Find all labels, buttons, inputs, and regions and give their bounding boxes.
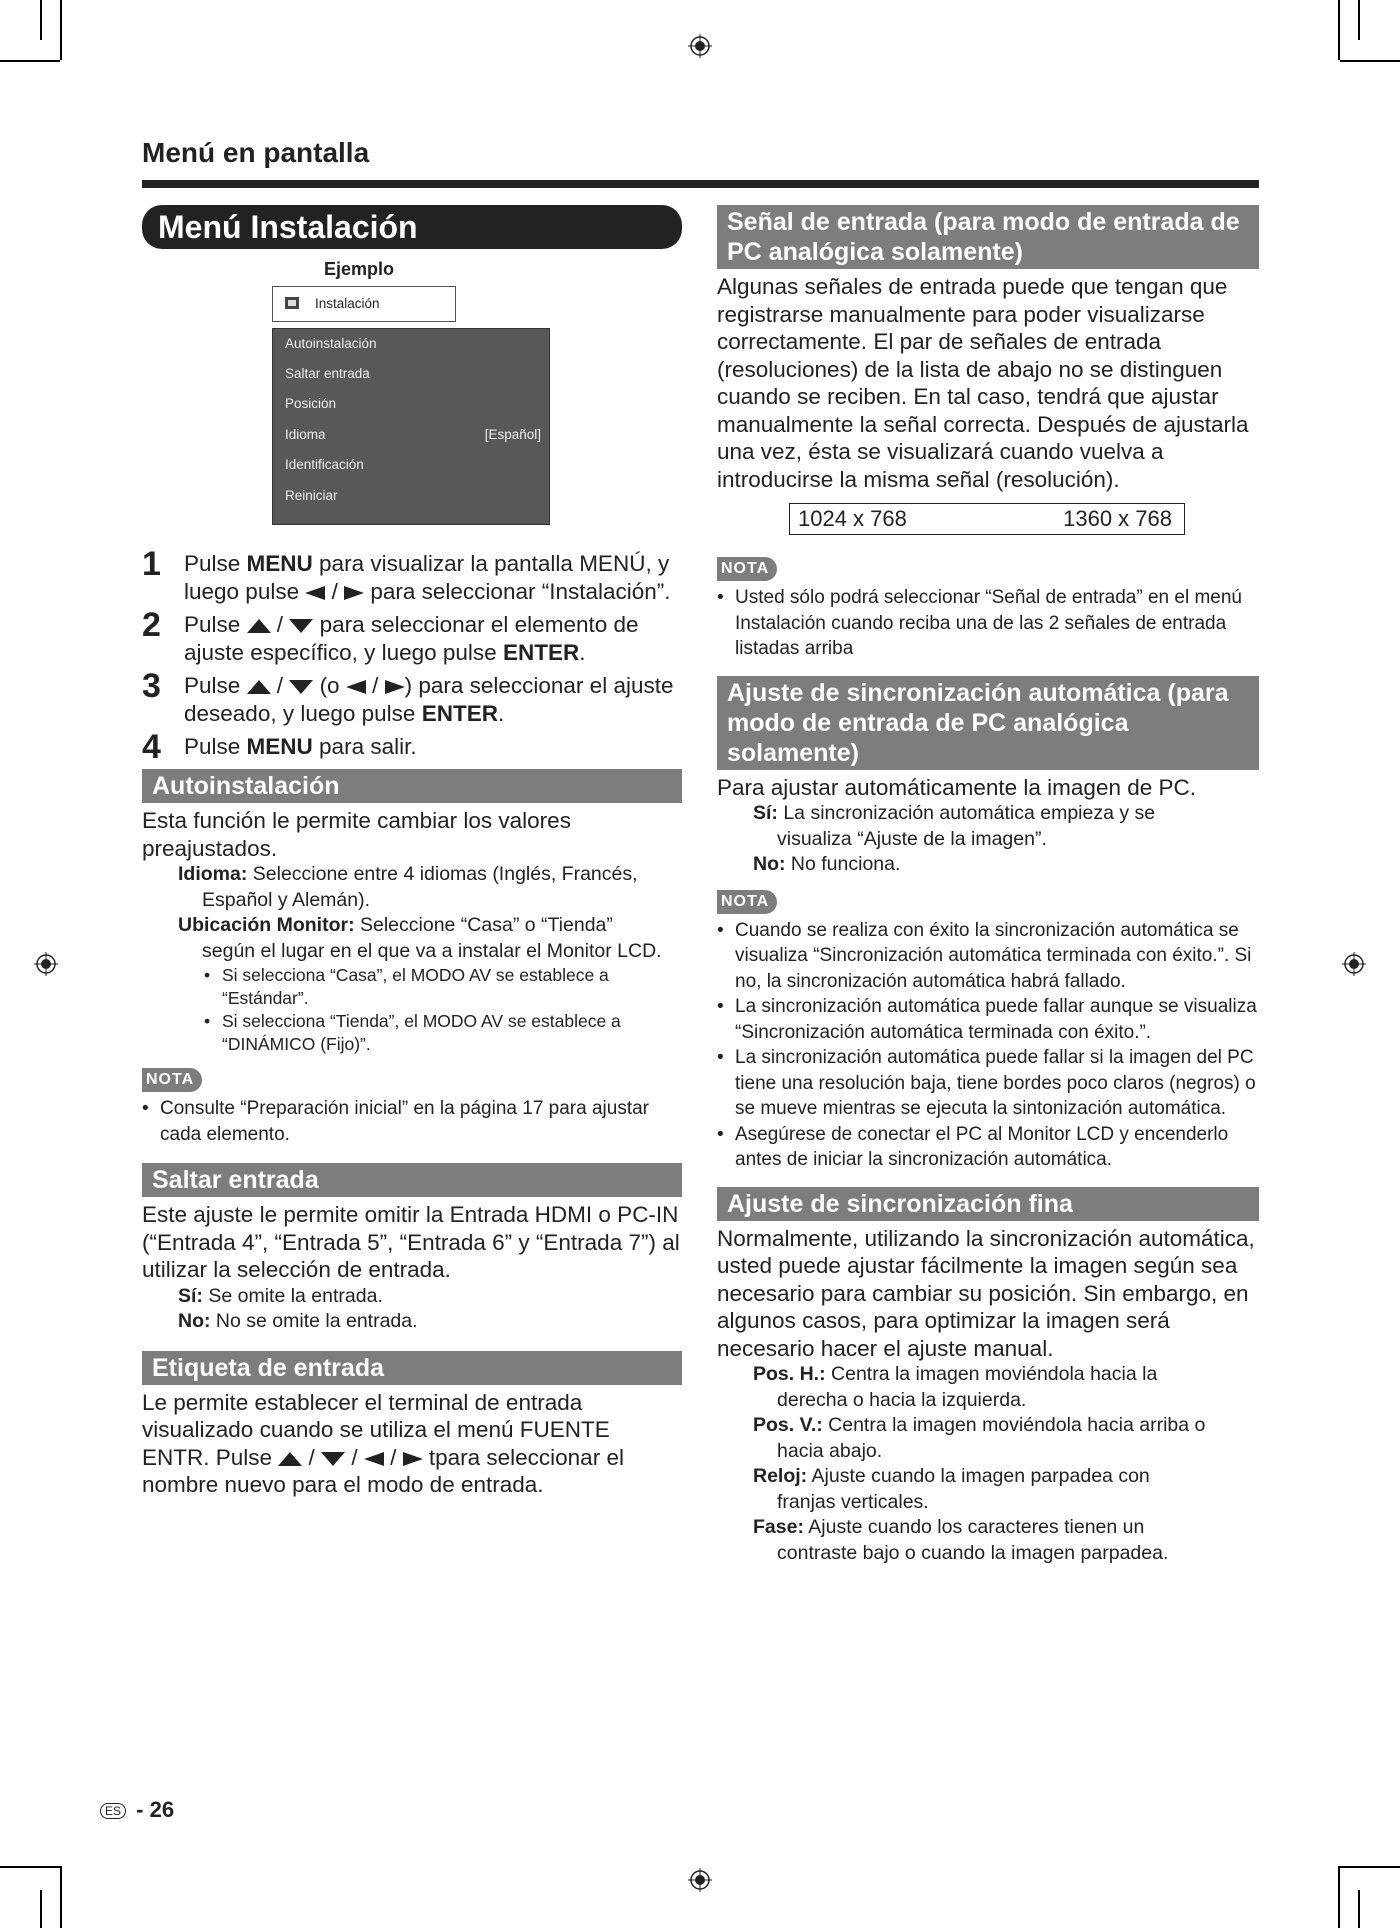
menu-item: Reiniciar [285, 488, 338, 503]
menu-example-box [272, 328, 550, 525]
page-number-value: 26 [149, 1797, 175, 1822]
left-arrow-icon [346, 680, 366, 694]
step-1: 1 Pulse MENU para visualizar la pantalla MENÚ, y luego pulse / para seleccionar “Instalación”. [142, 545, 671, 604]
sincro-si: Sí: La sincronización automática empieza y se visualiza “Ajuste de la imagen”. [753, 802, 1156, 850]
section-heading-sincro-fina: Ajuste de sincronización fina [717, 1187, 1259, 1221]
step-number: 1 [142, 545, 161, 583]
crop-mark [1358, 0, 1360, 40]
bullet-item: • Si selecciona “Tienda”, el MODO AV se establece a “DINÁMICO (Fijo)”. [142, 1010, 682, 1056]
down-arrow-icon [321, 1452, 345, 1466]
crop-mark [1358, 1890, 1360, 1928]
nota-badge: NOTA [142, 1068, 202, 1092]
step-number: 4 [142, 728, 161, 766]
fina-pos-v: Pos. V.: Centra la imagen moviéndola hacia arriba o hacia abajo. [753, 1414, 1206, 1462]
registration-mark-icon [1342, 952, 1366, 976]
up-arrow-icon [247, 680, 271, 694]
page-number [100, 1797, 174, 1823]
header-rule [142, 180, 1259, 188]
crop-mark [1340, 60, 1400, 62]
down-arrow-icon [289, 619, 313, 633]
section-heading-sincro-automatica: Ajuste de sincronización automática (para modo de entrada de PC analógica solamente) [717, 676, 1259, 770]
up-arrow-icon [278, 1452, 302, 1466]
section-heading-autoinstalacion: Autoinstalación [142, 769, 682, 803]
page-sep: - [130, 1797, 150, 1822]
crop-mark [1338, 0, 1340, 60]
autoinst-body: Esta función le permite cambiar los valores preajustados. [142, 808, 571, 861]
step-number: 3 [142, 667, 161, 705]
crop-mark [1340, 1866, 1400, 1868]
nota-bullet: • Cuando se realiza con éxito la sincronización automática se visualiza “Sincronización automática terminada con éxito.”. Si no, la sincronización automática habrá fallado. [717, 918, 1259, 995]
fina-reloj: Reloj: Ajuste cuando la imagen parpadea con franjas verticales. [753, 1465, 1150, 1513]
etiqueta-body: Le permite establecer el terminal de entrada visualizado cuando se utiliza el menú FUENTE ENTR. Pulse / / / tpara seleccionar el nombre nuevo para el modo de entrada. [142, 1389, 624, 1497]
crop-mark [60, 0, 62, 60]
fina-body: Normalmente, utilizando la sincronización automática, usted puede ajustar fácilmente la imagen según sea necesario para cambiar su posición. Sin embargo, en algunos casos, para optimizar la imagen será necesario hacer el ajuste manual. [717, 1225, 1255, 1361]
senal-body: Algunas señales de entrada puede que tengan que registrarse manualmente para poder visualizarse correctamente. El par de señales de entrada (resoluciones) de la lista de abajo no se distinguen cuando se reciben. En tal caso, tendrá que ajustar manualmente la señal correcta. Después de ajustarla una vez, ésta se visualizará cuando vuelva a introducirse la misma señal (resolución). [717, 274, 1249, 492]
registration-mark-icon [688, 1868, 712, 1892]
right-arrow-icon [403, 1452, 423, 1466]
section-title-menu-instalacion: Menú Instalación [142, 205, 682, 249]
nota-bullet: • La sincronización automática puede fallar si la imagen del PC tiene una resolución baja, tiene bordes poco claros (negros) o se mueve mientras se ejecuta la sintonización automática. [717, 1045, 1259, 1122]
resolution-2: 1360 x 768 [1063, 506, 1172, 531]
bullet-item: • Si selecciona “Casa”, el MODO AV se establece a “Estándar”. [142, 964, 682, 1010]
nota-bullet: • Asegúrese de conectar el PC al Monitor LCD y encenderlo antes de iniciar la sincronización automática. [717, 1122, 1259, 1173]
step-3: 3 Pulse / (o / ) para seleccionar el ajuste deseado, y luego pulse ENTER. [142, 667, 674, 726]
step-2: 2 Pulse / para seleccionar el elemento de ajuste específico, y luego pulse ENTER. [142, 606, 639, 665]
fina-fase: Fase: Ajuste cuando los caracteres tienen un contraste bajo o cuando la imagen parpadea. [753, 1516, 1169, 1564]
section-heading-senal-entrada: Señal de entrada (para modo de entrada de PC analógica solamente) [717, 205, 1259, 269]
right-arrow-icon [344, 586, 364, 600]
section-heading-etiqueta-entrada: Etiqueta de entrada [142, 1351, 682, 1385]
nota-badge: NOTA [717, 557, 777, 581]
sincro-body: Para ajustar automáticamente la imagen de PC. [717, 774, 1197, 800]
menu-item: Autoinstalación [285, 336, 377, 351]
install-icon [283, 294, 301, 312]
step-number: 2 [142, 606, 161, 644]
fina-pos-h: Pos. H.: Centra la imagen moviéndola hacia la derecha o hacia la izquierda. [753, 1363, 1158, 1411]
left-column [142, 205, 682, 1499]
crop-mark [40, 1890, 42, 1928]
right-arrow-icon [385, 680, 405, 694]
resolution-table [789, 503, 1185, 535]
down-arrow-icon [289, 680, 313, 694]
saltar-si: Sí: Se omite la entrada. [178, 1284, 383, 1307]
nota-bullet: • Usted sólo podrá seleccionar “Señal de entrada” en el menú Instalación cuando reciba una de las 2 señales de entrada listadas arriba [717, 585, 1259, 662]
crop-mark [0, 1866, 60, 1868]
step-4: 4 Pulse MENU para salir. [142, 728, 417, 766]
page-header-title: Menú en pantalla [142, 137, 370, 168]
idioma-item: Idioma: Seleccione entre 4 idiomas (Inglés, Francés, Español y Alemán). [178, 863, 638, 911]
section-heading-saltar-entrada: Saltar entrada [142, 1163, 682, 1197]
menu-item: Idioma [285, 427, 326, 442]
registration-mark-icon [34, 952, 58, 976]
crop-mark [40, 0, 42, 40]
crop-mark [1338, 1866, 1340, 1928]
crop-mark [60, 1866, 62, 1928]
language-badge: ES [100, 1803, 126, 1819]
registration-mark-icon [688, 34, 712, 58]
ubicacion-item: Ubicación Monitor: Seleccione “Casa” o “Tienda” según el lugar en el que va a instalar el Monitor LCD. [178, 914, 662, 962]
menu-tab-instalacion [272, 286, 456, 322]
menu-item-value: [Español] [484, 427, 541, 442]
menu-item: Posición [285, 396, 337, 411]
sincro-no: No: No funciona. [753, 853, 901, 875]
menu-item: Saltar entrada [285, 366, 370, 381]
saltar-no: No: No se omite la entrada. [178, 1310, 418, 1332]
right-column [717, 205, 1259, 1566]
resolution-1: 1024 x 768 [798, 506, 907, 531]
left-arrow-icon [305, 586, 325, 600]
up-arrow-icon [247, 619, 271, 633]
left-arrow-icon [364, 1452, 384, 1466]
nota-badge: NOTA [717, 890, 777, 914]
nota-bullet: • Consulte “Preparación inicial” en la página 17 para ajustar cada elemento. [142, 1096, 682, 1147]
menu-tab-label: Instalación [315, 296, 380, 311]
crop-mark [0, 60, 60, 62]
example-label: Ejemplo [324, 259, 395, 279]
nota-bullet: • La sincronización automática puede fallar aunque se visualiza “Sincronización automática terminada con éxito.”. [717, 994, 1259, 1045]
menu-item: Identificación [285, 457, 364, 472]
saltar-body: Este ajuste le permite omitir la Entrada HDMI o PC-IN (“Entrada 4”, “Entrada 5”, “Entrada 6” y “Entrada 7”) al utilizar la selección de entrada. [142, 1202, 680, 1282]
